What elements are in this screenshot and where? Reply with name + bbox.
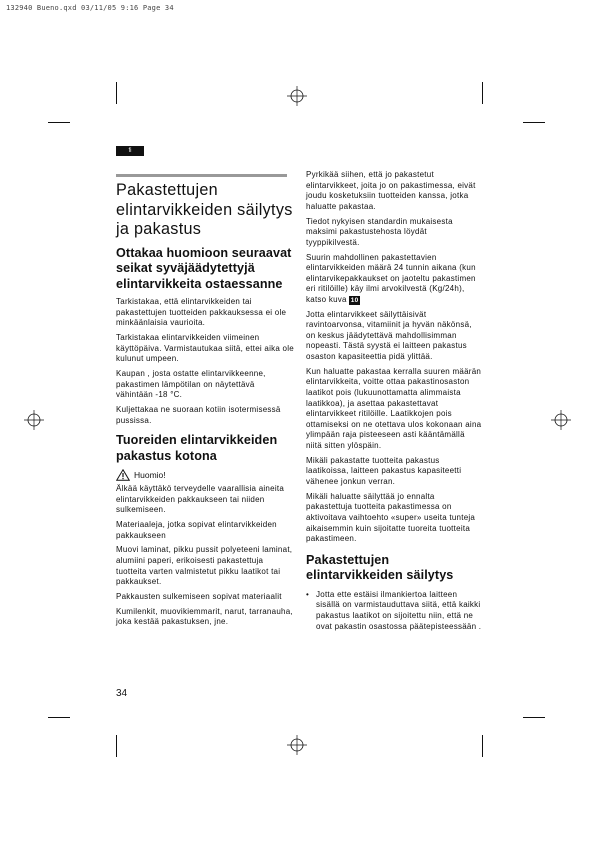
paragraph: Muovi laminat, pikku pussit polyeteeni laminat, alumiini paperi, erikoisesti pakastettuja tuotteita varten valmistetut pikku laatikot tai pakkaukset. [116,545,293,587]
warning-icon [116,469,130,481]
heading-rule [116,174,287,177]
paragraph: Mikäli haluatte säilyttää jo ennalta pakastettuja tuotteita pakastimessa on aktivoitava vaihtoehto «super» useita tunteja aikaisemmin kuin sijoitatte tuoreita tuotteita pakastimeen. [306,491,476,544]
paragraph-text: Suurin mahdollinen pakastettavien elintarvikkeiden määrä 24 tunnin aikana (kun elintarvikepakkaukset on jaoteltu pakastimen eri ritilöille) käy ilmi arvokilvestä (Kg/24h), [306,252,476,294]
paragraph: Materiaaleja, jotka sopivat elintarvikkeiden pakkaukseen [116,520,277,540]
crop-mark [523,717,545,718]
crop-mark [48,122,70,123]
registration-mark [287,86,307,106]
paragraph: Kumilenkit, muovikiemmarit, narut, tarranauha, joka kestää pakastuksen, jne. [116,606,293,627]
crop-mark [48,717,70,718]
right-column [306,170,482,632]
registration-mark [287,735,307,755]
paragraph: Pakkausten sulkemiseen sopivat materiaalit [116,592,282,601]
crop-mark [482,735,483,757]
crop-mark [116,82,117,104]
registration-mark [24,410,44,430]
list-item: • Jotta ette estäisi ilmankiertoa laitteen sisällä on varmistauduttava siitä, että kaikki pakastus laatikot on sijoitettu niin, että ne ovat pakastin osastossa päätepisteessään . [306,590,482,632]
crop-mark [523,122,545,123]
subheading-storage: Pakastettujen elintarvikkeiden säilytys [306,552,454,583]
registration-mark [551,410,571,430]
crop-mark [116,735,117,757]
paragraph: Pyrkikää siihen, että jo pakastetut elintarvikkeet, joita jo on pakastimessa, eivät joudu kosketuksiin tuotteiden kanssa, jotka haluatte pakastaa. [306,170,476,211]
left-column [116,181,294,632]
paragraph: Tarkistakaa, että elintarvikkeiden tai pakastettujen tuotteiden pakkauksessa ei ole minkäänlaisia vaurioita. [116,297,287,328]
figure-number-badge: 10 [350,296,359,304]
paragraph: Kaupan , josta ostatte elintarvikkeenne, pakastimen lämpötilan on näytettävä vähintään -18 °C. [116,368,266,400]
paragraph: Kuljettakaa ne suoraan kotiin isotermisessä pussissa. [116,404,281,425]
paragraph: Tiedot nykyisen standardin mukaisesta maksimi pakastustehosta löydät tyyppikilvestä. [306,216,453,247]
warning-notice [116,469,294,481]
print-slug: 132940 Bueno.qxd 03/11/05 9:16 Page 34 [6,4,174,12]
bullet-list [306,590,482,632]
paragraph: Jotta elintarvikkeet säilyttäisivät ravintoarvonsa, vitamiinit ja hyvän näkönsä, on keskus jäädytettävä mahdollisimman nopeasti. Tästä syystä ei laitteen pakastus osaston kapasiteettia pidä ylittää. [306,309,472,362]
page-number: 34 [116,688,128,699]
subheading-buying: Ottakaa huomioon seuraavat seikat syväjäädytettyjä elintarvikkeita ostaessanne [116,245,292,291]
warning-label: Huomio! [134,469,166,480]
paragraph: Kun haluatte pakastaa kerralla suuren määrän elintarvikkeita, voitte ottaa pakastinosaston laatikot pois (lukuunottamatta alimmaista laatikkoa), ja asettaa pakastettavat elintarvikkeet ritilöille. Laatikkojen pois ottamiseksi on ne otettava ulos kokonaan aina ylimpään raja pisteeseen asti kääntämällä niitä sitten ylöspäin. [306,366,482,450]
paragraph: Mikäli pakastatte tuotteita pakastus laatikoissa, laitteen pakastus kapasiteetti vähenee jonkun verran. [306,455,462,486]
crop-mark [482,82,483,104]
language-tab: fi [116,146,144,156]
figure-ref-text: katso kuva [306,294,347,304]
section-title: Pakastettujen elintarvikkeiden säilytys ja pakastus [116,181,293,238]
paragraph [306,253,482,306]
subheading-freezing: Tuoreiden elintarvikkeiden pakastus kotona [116,433,278,463]
paragraph: Tarkistakaa elintarvikkeiden viimeinen käyttöpäiva. Varmistautukaa siitä, ettei aika ole kulunut umpeen. [116,332,294,364]
paragraph: Älkää käyttäkö terveydelle vaarallisia aineita elintarvikkeiden pakkaukseen tai niiden sulkemiseen. [116,484,285,515]
